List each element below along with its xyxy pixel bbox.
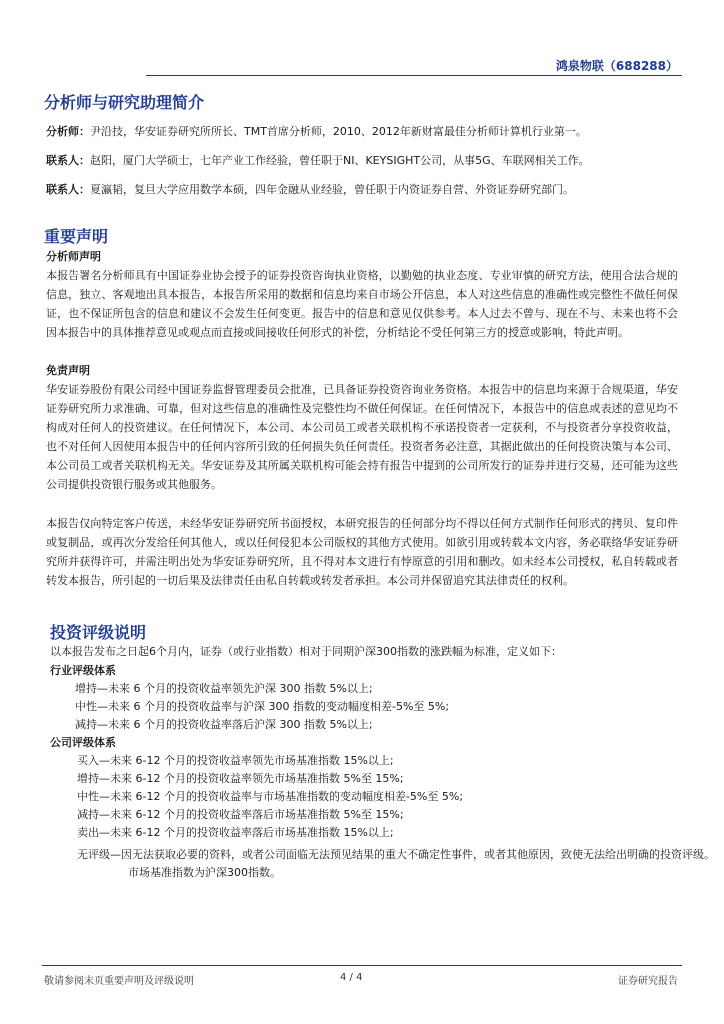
rating-intro: 以本报告发布之日起6个月内，证券（或行业指数）相对于同期沪深300指数的涨跌幅为标准，定义如下： (50, 645, 562, 658)
industry-rating-item: 减持—未来 6 个月的投资收益率落后沪深 300 指数 5%以上; (75, 718, 373, 731)
company-rating-item: 减持—未来 6-12 个月的投资收益率落后市场基准指数 5%至 15%; (77, 808, 404, 821)
company-rating-item: 增持—未来 6-12 个月的投资收益率领先市场基准指数 5%至 15%; (77, 772, 404, 785)
contact-row (46, 151, 676, 170)
footer-rule (42, 965, 682, 966)
exemption-paragraph: 华安证券股份有限公司经中国证券监督管理委员会批准，已具备证券投资咨询业务资格。本报告中的信息均来源于合规渠道，华安证券研究所力求准确、可靠，但对这些信息的准确性及完整性均不做任何保证。在任何情况下，本报告中的信息或表述的意见均不构成对任何人的投资建议。在任何情况下，本公司、本公司员工或者关联机构不承诺投资者一定获利，不与投资者分享投资收益，也不对任何人因使用本报告中的任何内容所引致的任何损失负任何责任。投资者务必注意，其据此做出的任何投资决策与本公司、本公司员工或者关联机构无关。华安证券及其所属关联机构可能会持有报告中提到的公司所发行的证券并进行交易，还可能为这些公司提供投资银行服务或其他服务。 (46, 383, 678, 491)
industry-rating-item: 中性—未来 6 个月的投资收益率与沪深 300 指数的变动幅度相差-5%至 5%; (75, 700, 450, 713)
company-rating-item: 买入—未来 6-12 个月的投资收益率领先市场基准指数 15%以上; (77, 754, 394, 767)
footer-left: 敬请参阅末页重要声明及评级说明 (44, 976, 194, 987)
rating-title: 投资评级说明 (50, 623, 147, 642)
footer-page-number: 4 / 4 (340, 972, 363, 983)
company-rating-item: 中性—未来 6-12 个月的投资收益率与市场基准指数的变动幅度相差-5%至 5%; (77, 790, 464, 803)
contact-row-label: 联系人： (46, 154, 90, 167)
analyst-statement-heading: 分析师声明 (46, 250, 101, 263)
company-rating-heading: 公司评级体系 (50, 736, 116, 749)
analyst-row (46, 122, 676, 141)
contact-row-text: 夏瀛韬，复旦大学应用数学本硕，四年金融从业经验，曾任职于内资证券自营、外资证券研究部门。 (90, 183, 574, 196)
analyst-statement-text: 本报告署名分析师具有中国证券业协会授予的证券投资咨询执业资格，以勤勉的执业态度、专业审慎的研究方法，使用合法合规的信息，独立、客观地出具本报告，本报告所采用的数据和信息均来自市场公开信息，本人对这些信息的准确性或完整性不做任何保证，也不保证所包含的信息和建议不会发生任何变更。报告中的信息和意见仅供参考。本人过去不曾与、现在不与、未来也将不会因本报告中的具体推荐意见或观点而直接或间接收任何形式的补偿，分析结论不受任何第三方的授意或影响，特此声明。 (46, 269, 678, 339)
company-rating-item: 卖出—未来 6-12 个月的投资收益率落后市场基准指数 15%以上; (77, 826, 394, 839)
analyst-row-label: 分析师： (46, 125, 90, 138)
header-company: 鸿泉物联（688288） (555, 59, 678, 73)
contact-row-label: 联系人： (46, 183, 90, 196)
contact-row-text: 赵阳，厦门大学硕士，七年产业工作经验，曾任职于NI、KEYSIGHT公司，从事5G、车联网相关工作。 (90, 154, 590, 167)
no-rating-item: 无评级—因无法获取必要的资料，或者公司面临无法预见结果的重大不确定性事件，或者其他原因，致使无法给出明确的投资评级。 市场基准指数为沪深300指数。 (77, 848, 715, 879)
exemption-paragraph: 本报告仅向特定客户传送，未经华安证券研究所书面授权，本研究报告的任何部分均不得以任何方式制作任何形式的拷贝、复印件或复制品，或再次分发给任何其他人，或以任何侵犯本公司版权的其他方式使用。如欲引用或转载本文内容，务必联络华安证券研究所并获得许可，并需注明出处为华安证券研究所，且不得对本文进行有悖原意的引用和删改。如未经本公司授权，私自转载或者转发本报告，所引起的一切后果及法律责任由私自转载或转发者承担。本公司并保留追究其法律责任的权利。 (46, 517, 678, 587)
industry-rating-item: 增持—未来 6 个月的投资收益率领先沪深 300 指数 5%以上; (75, 682, 373, 695)
exemption-heading: 免责声明 (46, 364, 90, 377)
header-rule (146, 75, 682, 76)
analyst-intro-title: 分析师与研究助理简介 (44, 93, 205, 112)
industry-rating-heading: 行业评级体系 (50, 664, 116, 677)
footer-right: 证券研究报告 (618, 976, 678, 987)
contact-row (46, 180, 676, 199)
analyst-row-text: 尹沿技，华安证券研究所所长、TMT首席分析师，2010、2012年新财富最佳分析师计算机行业第一。 (90, 125, 587, 138)
disclaimer-title: 重要声明 (44, 227, 109, 246)
